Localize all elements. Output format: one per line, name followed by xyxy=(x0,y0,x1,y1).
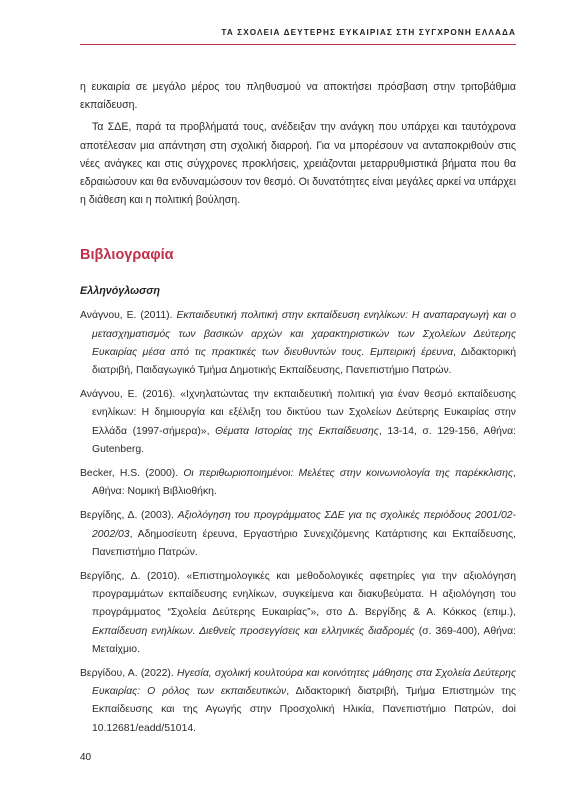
ref-title: Εκπαιδευτική πολιτική στην εκπαίδευση ενηλίκων: Η αναπαραγωγή και ο μετασχηματισμός των βασικών αρχών και χαρακτηριστικών των Σχολείων Δεύτερης Ευκαιρίας μέσα από τις πρακτικές των διευθυντών τους. Εμπειρική έρευνα xyxy=(92,310,516,358)
ref-text: Ανάγνου, Ε. (2011). xyxy=(80,310,177,322)
bibliography-subheading: Ελληνόγλωσση xyxy=(80,285,161,298)
reference-item xyxy=(80,307,516,380)
page-content xyxy=(80,78,516,744)
ref-text: , Αθήνα: Νομική Βιβλιοθήκη. xyxy=(92,468,516,498)
ref-text: Βεργίδου, Α. (2022). xyxy=(80,668,178,680)
reference-item xyxy=(80,465,516,501)
ref-text: , Αδημοσίευτη έρευνα, Εργαστήριο Συνεχιζόμενης Κατάρτισης και Εκπαίδευσης, Πανεπιστήμιο Πατρών. xyxy=(92,528,516,558)
ref-title: Αξιολόγηση του προγράμματος ΣΔΕ για τις σχολικές περιόδους 2001/02-2002/03 xyxy=(92,510,516,540)
ref-title: Εκπαίδευση ενηλίκων. Διεθνείς προσεγγίσεις και ελληνικές διαδρομές xyxy=(92,625,415,637)
ref-text: (σ. 369-400), Αθήνα: Μεταίχμιο. xyxy=(92,625,516,655)
reference-item xyxy=(80,568,516,659)
header-rule xyxy=(80,44,516,45)
body-paragraph-1: η ευκαιρία σε μεγάλο μέρος του πληθυσμού να αποκτήσει πρόσβαση στην τριτοβάθμια εκπαίδευση. xyxy=(80,81,516,112)
ref-text: Βεργίδης, Δ. (2003). xyxy=(80,510,178,522)
page-number: 40 xyxy=(80,752,92,763)
reference-list xyxy=(80,307,516,737)
bibliography-heading: Βιβλιογραφία xyxy=(80,247,174,264)
ref-text: , Διδακτορική διατριβή, Παιδαγωγικό Τμήμα Δημοτικής Εκπαίδευσης, Πανεπιστήμιο Πατρών. xyxy=(92,346,516,377)
ref-title: Οι περιθωριοποιημένοι: Μελέτες στην κοινωνιολογία της παρέκκλισης xyxy=(183,468,514,480)
reference-item xyxy=(80,507,516,562)
ref-text: , Διδακτορική διατριβή, Τμήμα Επιστημών της Εκπαίδευσης και της Αγωγής στην Προσχολική Ηλικία, Πανεπιστήμιο Πατρών, doi 10.12681/eadd/51014. xyxy=(92,686,516,734)
ref-text: Βεργίδης, Δ. (2010). «Επιστημολογικές και μεθοδολογικές αφετηρίες για την αξιολόγηση προγραμμάτων εκπαίδευσης ενηλίκων, συγκείμενα και διακυβεύματα. Η αξιολόγηση του προγράμματος “Σχολεία Δεύτερης Ευκαιρίας”», στο Δ. Βεργίδης & Α. Κόκκος (επιμ.), xyxy=(80,571,516,619)
ref-text: Becker, H.S. (2000). xyxy=(80,468,184,480)
reference-item xyxy=(80,665,516,738)
ref-title: Θέματα Ιστορίας της Εκπαίδευσης xyxy=(215,425,379,437)
running-header: ΤΑ ΣΧΟΛΕΙΑ ΔΕΥΤΕΡΗΣ ΕΥΚΑΙΡΙΑΣ ΣΤΗ ΣΥΓΧΡΟΝΗ ΕΛΛΑΔΑ xyxy=(221,28,516,37)
body-paragraph-2: Τα ΣΔΕ, παρά τα προβλήματά τους, ανέδειξαν την ανάγκη που υπάρχει και ταυτόχρονα αποτέλεσαν μια απάντηση στη σχολική διαρροή. Για να μπορέσουν να ανταποκριθούν στις νέες ανάγκες και στις σύγχρονες προκλήσεις, χρειάζονται μεταρρυθμιστικά βήματα που θα εδραιώσουν και θα ενδυναμώσουν τον θεσμό. Οι δυνατότητες είναι μεγάλες αρκεί να υπάρχει η διάθεση και η πολιτική βούληση. xyxy=(80,121,516,207)
reference-item xyxy=(80,386,516,459)
ref-text: , 13-14, σ. 129-156, Αθήνα: Gutenberg. xyxy=(92,425,516,455)
ref-title: Ηγεσία, σχολική κουλτούρα και κοινότητες μάθησης στα Σχολεία Δεύτερης Ευκαιρίας: Ο ρόλος των εκπαιδευτικών xyxy=(92,668,517,698)
ref-text: Ανάγνου, Ε. (2016). «Ιχνηλατώντας την εκπαιδευτική πολιτική για έναν θεσμό εκπαίδευσης ενηλίκων: Η δημιουργία και εξέλιξη του δικτύου των Σχολείων Δεύτερης Ευκαιρίας στην Ελλάδα (1997-σήμερα)», xyxy=(80,389,516,437)
